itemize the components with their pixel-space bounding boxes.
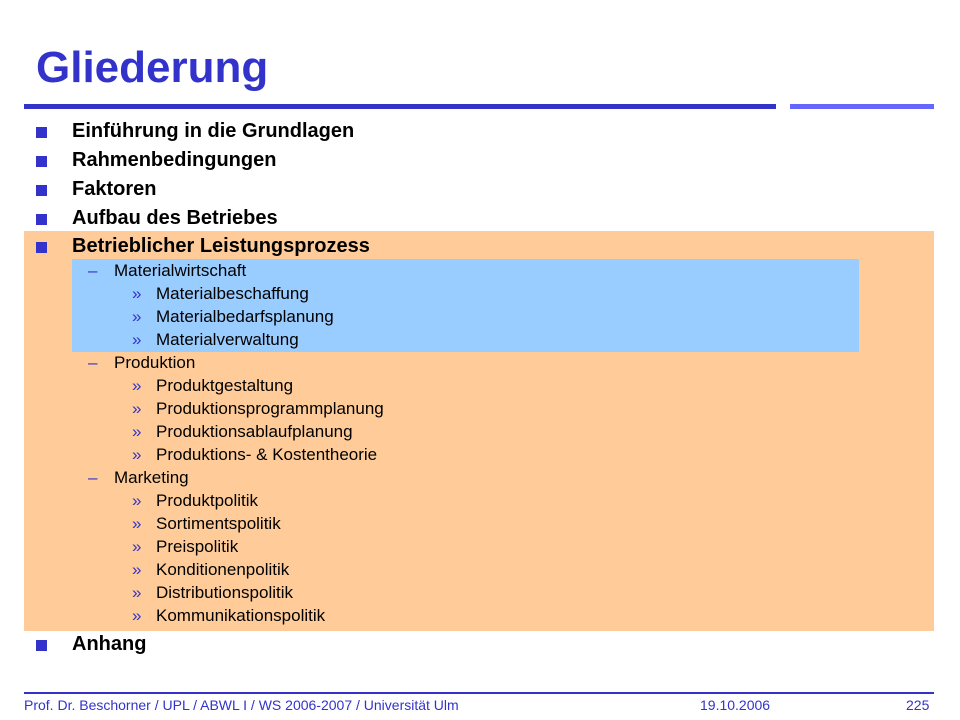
subsubitem-kommunikationspolitik (132, 604, 325, 627)
outline-item-aufbau (36, 204, 278, 233)
subsubitem-materialbeschaffung (132, 282, 309, 305)
square-bullet-icon (36, 156, 47, 167)
outline-item-faktoren (36, 175, 156, 204)
square-bullet-icon (36, 185, 47, 196)
subsubitem-produktgestaltung (132, 374, 293, 397)
outline-item-label: Betrieblicher Leistungsprozess (72, 235, 370, 257)
subsubitem-label: Kommunikationspolitik (156, 605, 326, 625)
square-bullet-icon (36, 640, 47, 651)
subsubitem-label: Materialverwaltung (156, 329, 299, 349)
guillemet-bullet-icon: » (132, 444, 142, 464)
guillemet-bullet-icon: » (132, 582, 142, 602)
subsubitem-label: Konditionenpolitik (156, 559, 290, 579)
guillemet-bullet-icon: » (132, 513, 142, 533)
subsubitem-label: Produktionsablaufplanung (156, 421, 353, 441)
subitem-label: Marketing (114, 467, 189, 487)
subsubitem-label: Produktgestaltung (156, 375, 294, 395)
subsubitem-produktionsprogrammplanung (132, 397, 384, 420)
outline-item-label: Faktoren (72, 178, 157, 200)
subsubitem-label: Materialbedarfsplanung (156, 306, 334, 326)
outline-item-label: Aufbau des Betriebes (72, 207, 278, 229)
square-bullet-icon (36, 242, 47, 253)
footer-rule (24, 692, 934, 694)
subsubitem-sortimentspolitik (132, 512, 281, 535)
subsubitem-distributionspolitik (132, 581, 293, 604)
dash-bullet-icon: – (88, 352, 98, 372)
subsubitem-label: Distributionspolitik (156, 582, 293, 602)
subsubitem-materialbedarfsplanung (132, 305, 334, 328)
subsubitem-label: Materialbeschaffung (156, 283, 309, 303)
title-underline (24, 104, 776, 109)
subsubitem-preispolitik (132, 535, 238, 558)
guillemet-bullet-icon: » (132, 329, 142, 349)
guillemet-bullet-icon: » (132, 559, 142, 579)
guillemet-bullet-icon: » (132, 605, 142, 625)
subsubitem-materialverwaltung (132, 328, 299, 351)
dash-bullet-icon: – (88, 260, 98, 280)
footer-page-number: 225 (906, 697, 930, 713)
subsubitem-label: Produktions- & Kostentheorie (156, 444, 378, 464)
subsubitem-label: Preispolitik (156, 536, 239, 556)
guillemet-bullet-icon: » (132, 490, 142, 510)
square-bullet-icon (36, 127, 47, 138)
slide-title: Gliederung (36, 43, 269, 92)
subsubitem-label: Produktpolitik (156, 490, 259, 510)
subsubitem-label: Produktionsprogrammplanung (156, 398, 384, 418)
subsubitem-label: Sortimentspolitik (156, 513, 281, 533)
dash-bullet-icon: – (88, 467, 98, 487)
footer-author: Prof. Dr. Beschorner / UPL / ABWL I / WS 2006-2007 / Universität Ulm (24, 697, 459, 713)
outline-item-label: Einführung in die Grundlagen (72, 120, 355, 142)
guillemet-bullet-icon: » (132, 421, 142, 441)
subsubitem-kostentheorie (132, 443, 377, 466)
subsubitem-produktpolitik (132, 489, 258, 512)
subsubitem-produktionsablaufplanung (132, 420, 353, 443)
subitem-produktion (88, 351, 195, 374)
subitem-label: Produktion (114, 352, 196, 372)
subsubitem-konditionenpolitik (132, 558, 289, 581)
title-underline-accent (790, 104, 934, 109)
guillemet-bullet-icon: » (132, 398, 142, 418)
outline-item-anhang (36, 630, 146, 659)
guillemet-bullet-icon: » (132, 536, 142, 556)
subitem-label: Materialwirtschaft (114, 260, 247, 280)
guillemet-bullet-icon: » (132, 375, 142, 395)
outline-item-label: Rahmenbedingungen (72, 149, 277, 171)
subitem-marketing (88, 466, 189, 489)
outline-item-rahmenbedingungen (36, 146, 276, 175)
guillemet-bullet-icon: » (132, 306, 142, 326)
subitem-materialwirtschaft (88, 259, 246, 282)
outline-item-leistungsprozess (36, 232, 370, 261)
outline-item-label: Anhang (72, 633, 147, 655)
outline-item-grundlagen (36, 117, 354, 146)
guillemet-bullet-icon: » (132, 283, 142, 303)
footer-date: 19.10.2006 (700, 697, 771, 713)
square-bullet-icon (36, 214, 47, 225)
